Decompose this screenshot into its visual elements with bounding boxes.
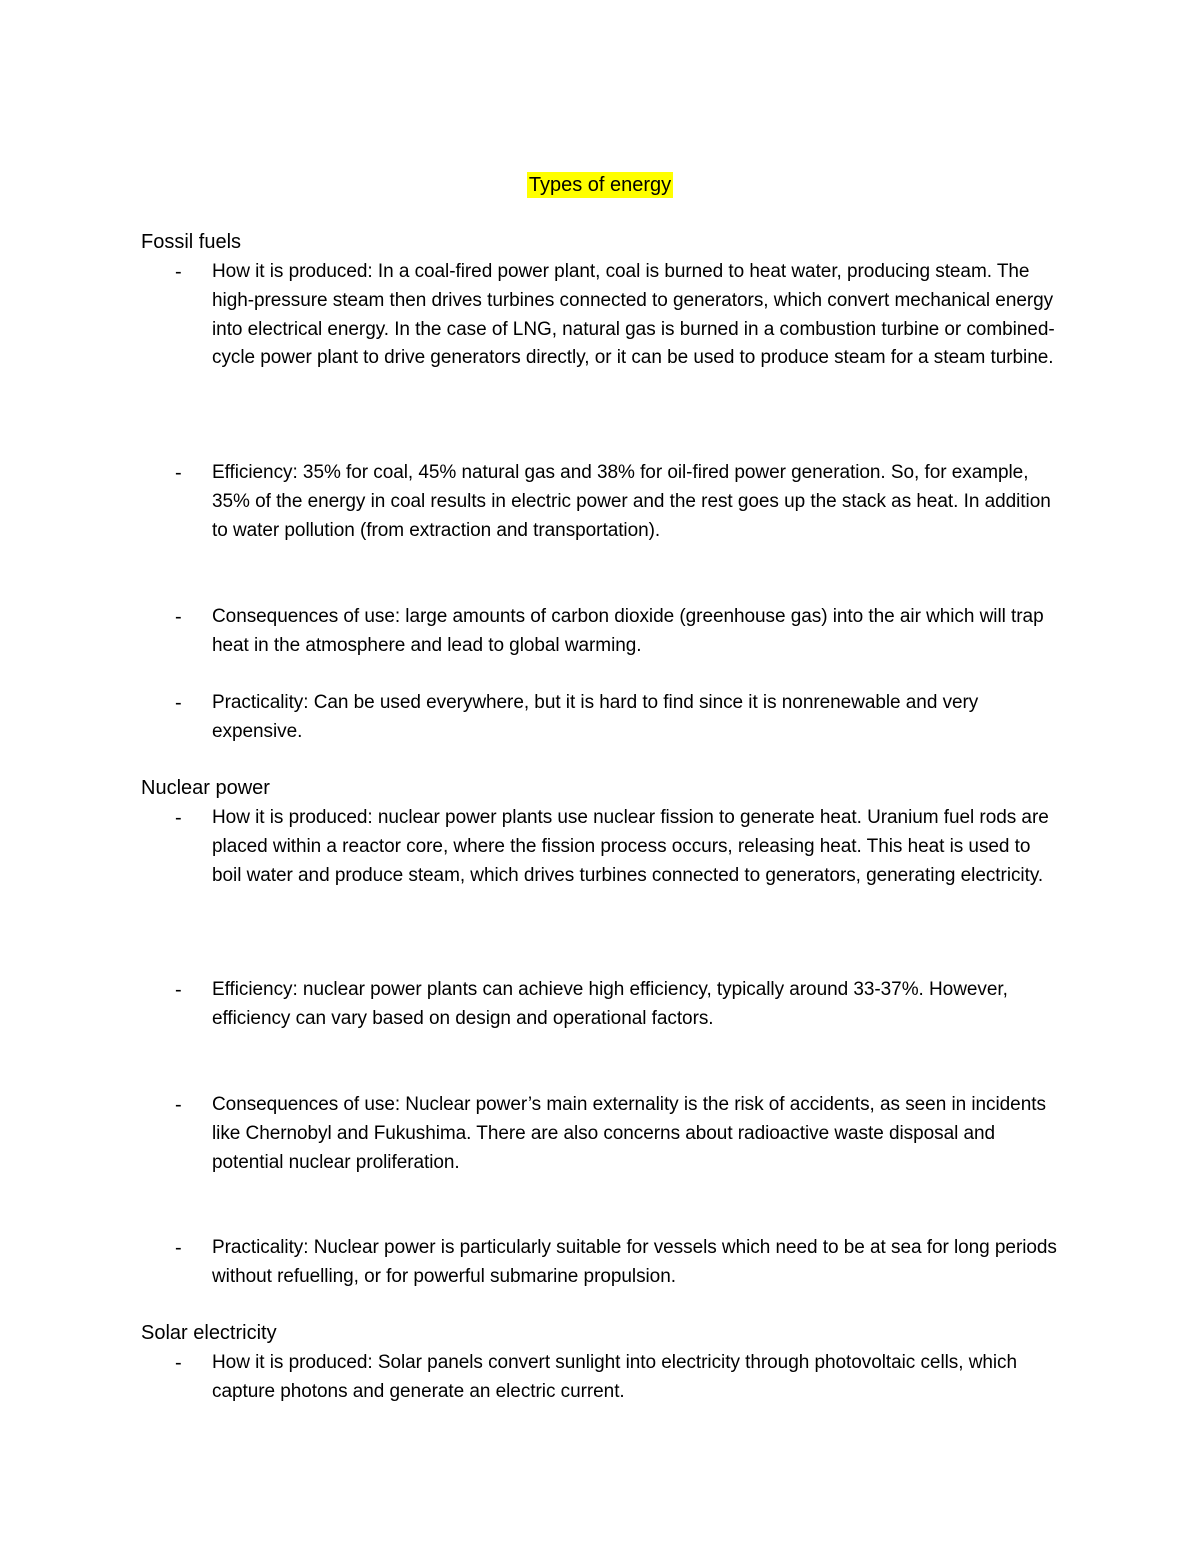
list-item: [175, 459, 1060, 545]
list-item: [175, 258, 1060, 373]
list-item-text: Efficiency: 35% for coal, 45% natural gas and 38% for oil-fired power generation. So, for example, 35% of the energy in coal results in electric power and the rest goes up the stack as heat. In addition to water pollution (from extraction and transportation).: [212, 462, 1051, 541]
bullet-dash: -: [175, 807, 182, 829]
list-item: [175, 689, 1060, 747]
document-title: Types of energy: [528, 174, 672, 196]
list-item-text: Practicality: Nuclear power is particularly suitable for vessels which need to be at sea for long periods without refuelling, or for powerful submarine propulsion.: [212, 1237, 1057, 1287]
bullet-dash: -: [175, 462, 182, 484]
bullet-dash: -: [175, 1094, 182, 1116]
list-item: [175, 1091, 1060, 1177]
list-item: [175, 1234, 1060, 1292]
bullet-dash: -: [175, 692, 182, 714]
list-item: [175, 1349, 1060, 1407]
section-heading-fossil-fuels: Fossil fuels: [141, 231, 242, 253]
section-heading-solar-electricity: Solar electricity: [141, 1322, 277, 1344]
bullet-dash: -: [175, 979, 182, 1001]
section-heading-nuclear-power: Nuclear power: [141, 777, 270, 799]
bullet-dash: -: [175, 261, 182, 283]
list-item-text: Consequences of use: Nuclear power’s main externality is the risk of accidents, as seen in incidents like Chernobyl and Fukushima. There are also concerns about radioactive waste disposal and potential nuclear proliferation.: [212, 1094, 1046, 1173]
title-container: [0, 172, 1200, 198]
list-item-text: Efficiency: nuclear power plants can achieve high efficiency, typically around 33-37%. However, efficiency can vary based on design and operational factors.: [212, 979, 1008, 1029]
bullet-dash: -: [175, 1352, 182, 1374]
list-item-text: How it is produced: In a coal-fired power plant, coal is burned to heat water, producing steam. The high-pressure steam then drives turbines connected to generators, which convert mechanical energy into electrical energy. In the case of LNG, natural gas is burned in a combustion turbine or combined-cycle power plant to drive generators directly, or it can be used to produce steam for a steam turbine.: [212, 261, 1055, 369]
list-item-text: Practicality: Can be used everywhere, but it is hard to find since it is nonrenewable and very expensive.: [212, 692, 979, 742]
list-item: [175, 804, 1060, 890]
bullet-dash: -: [175, 1237, 182, 1259]
list-item-text: How it is produced: nuclear power plants use nuclear fission to generate heat. Uranium fuel rods are placed within a reactor core, where the fission process occurs, releasing heat. This heat is used to boil water and produce steam, which drives turbines connected to generators, generating electricity.: [212, 807, 1049, 886]
list-item: [175, 976, 1060, 1034]
bullet-dash: -: [175, 606, 182, 628]
list-item-text: How it is produced: Solar panels convert sunlight into electricity through photovoltaic cells, which capture photons and generate an electric current.: [212, 1352, 1018, 1402]
list-item: [175, 603, 1060, 661]
list-item-text: Consequences of use: large amounts of carbon dioxide (greenhouse gas) into the air which will trap heat in the atmosphere and lead to global warming.: [212, 606, 1044, 656]
